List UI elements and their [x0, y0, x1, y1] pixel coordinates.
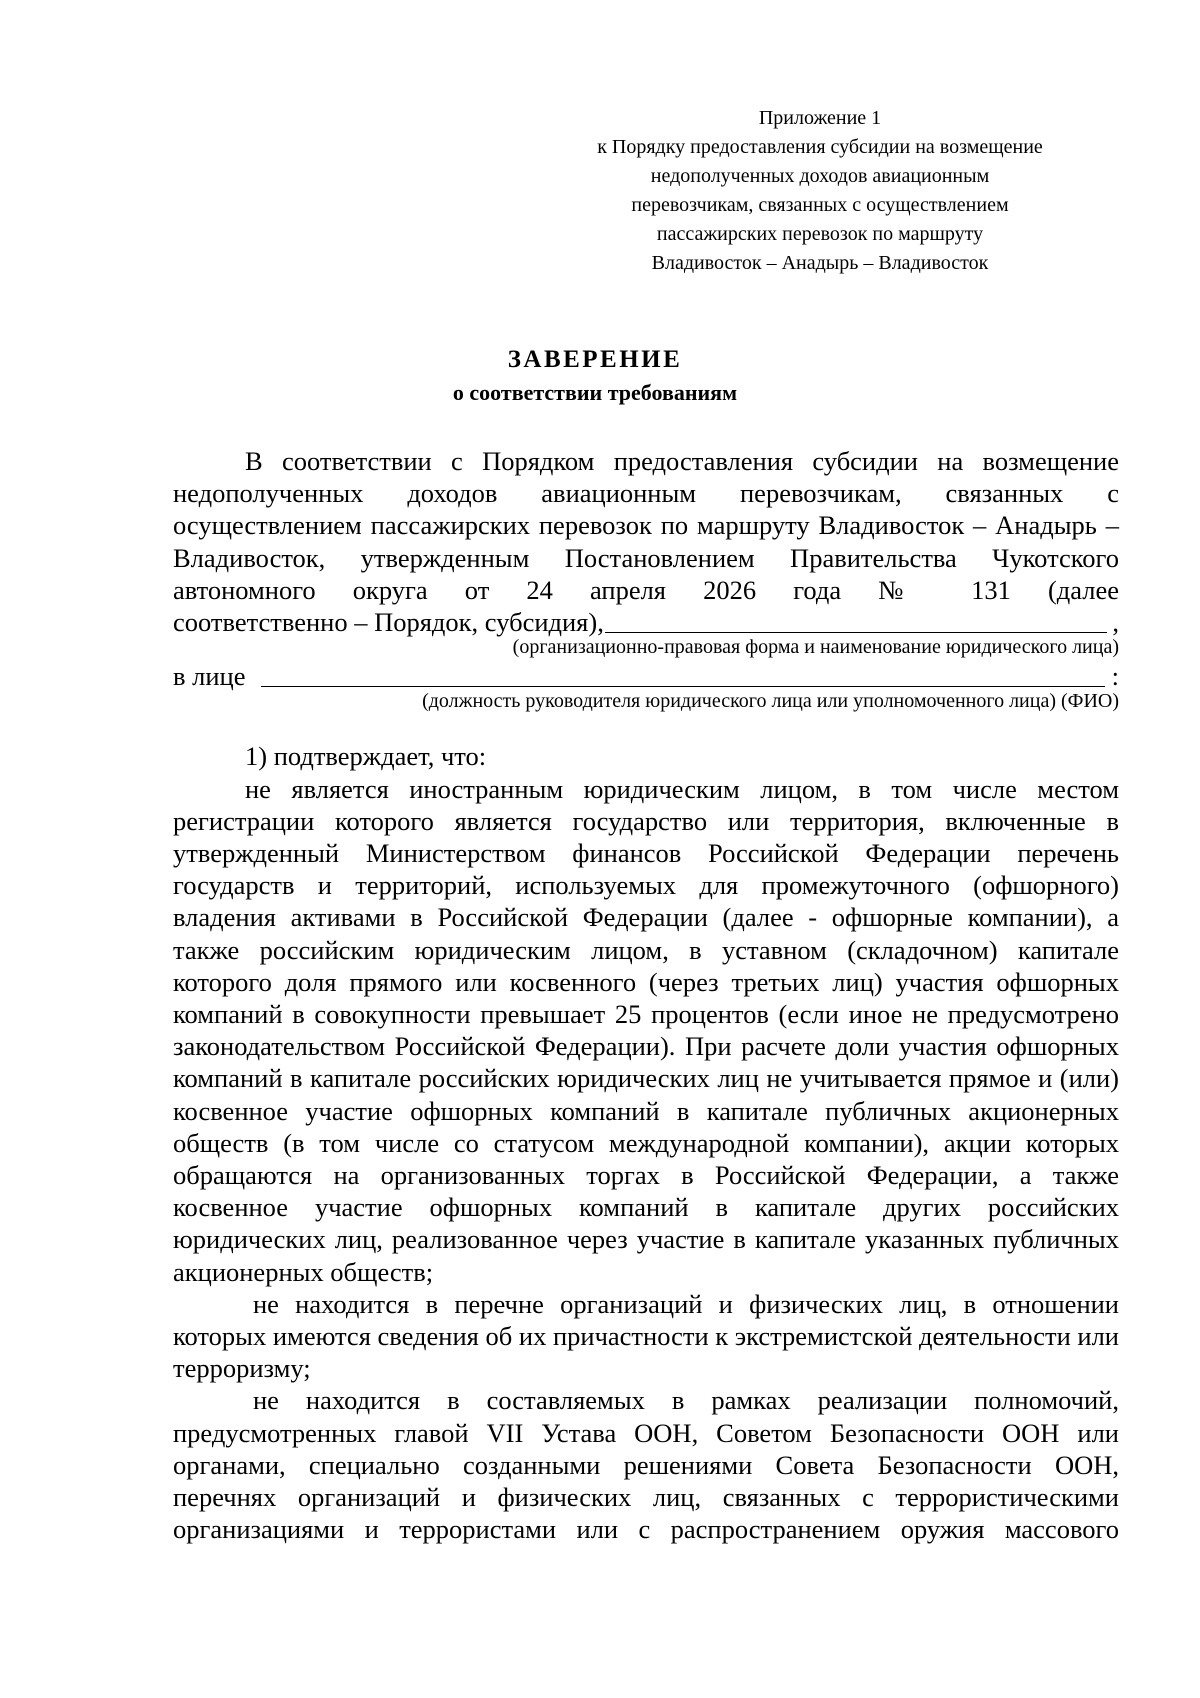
org-name-hint: (организационно-правовая форма и наименование юридического лица) — [512, 636, 1119, 659]
org-name-line — [173, 606, 1119, 638]
representative-blank[interactable] — [261, 664, 1105, 687]
clause-paragraph: не находится в перечне организаций и физических лиц, в отношении которых имеются сведения об их причастности к экстремистской деятельности или терроризму; — [173, 1288, 1119, 1384]
appendix-line: Владивосток – Анадырь – Владивосток — [651, 252, 989, 274]
clause-paragraph: не является иностранным юридическим лицом, в том числе местом регистрации которого является государство или территория, включенные в утвержденный Министерством финансов Российской Федерации перечень государств и территорий, используемых для промежуточного (офшорного) владения активами в Российской Федерации (далее - офшорные компании), а также российским юридическим лицом, в уставном (складочном) капитале которого доля прямого или косвенного (через третьих лиц) участия офшорных компаний в совокупности превышает 25 процентов (если иное не предусмотрено законодательством Российской Федерации). При расчете доли участия офшорных компаний в капитале российских юридических лиц не учитывается прямое и (или) косвенное участие офшорных компаний в капитале публичных акционерных обществ (в том числе со статусом международной компании), акции которых обращаются на организованных торгах в Российской Федерации, а также косвенное участие офшорных компаний в капитале других российских юридических лиц, реализованное через участие в капитале указанных публичных акционерных обществ; — [173, 773, 1119, 1287]
representative-hint: (должность руководителя юридического лица или уполномоченного лица) (ФИО) — [422, 690, 1119, 713]
document-title: ЗАВЕРЕНИЕ — [507, 346, 683, 373]
representative-colon: : — [1111, 661, 1119, 692]
appendix-header — [530, 104, 1110, 278]
org-name-comma: , — [1112, 607, 1119, 638]
intro-line-end: соответственно – Порядок, субсидия), — [173, 607, 604, 638]
org-name-blank[interactable] — [605, 610, 1107, 633]
appendix-line: пассажирских перевозок по маршруту — [656, 223, 984, 245]
clause-paragraph: не находится в составляемых в рамках реализации полномочий, предусмотренных главой VII Устава ООН, Советом Безопасности ООН или органами, специально созданными решениями Совета Безопасности ООН, перечнях организаций и физических лиц, связанных с террористическими организациями и террористами или с распространением оружия массового — [173, 1385, 1119, 1545]
appendix-line: недополученных доходов авиационным — [650, 165, 990, 187]
appendix-line: Приложение 1 — [758, 107, 882, 129]
document-subtitle: о соответствии требованиям — [452, 380, 738, 405]
document-body — [173, 445, 1119, 1545]
intro-paragraph: В соответствии с Порядком предоставления субсидии на возмещение недополученных доходов авиационным перевозчикам, связанных с осуществлением пассажирских перевозок по маршруту Владивосток – Анадырь – Владивосток, утвержденным Постановлением Правительства Чукотского автономного округа от 24 апреля 2026 года № 131 (далее — [173, 446, 1119, 605]
representative-label: в лице — [173, 661, 246, 692]
section-heading: 1) подтверждает, что: — [245, 741, 487, 772]
appendix-line: к Порядку предоставления субсидии на возмещение — [597, 136, 1043, 158]
representative-line — [173, 660, 1119, 692]
appendix-line: перевозчикам, связанных с осуществлением — [631, 194, 1009, 216]
